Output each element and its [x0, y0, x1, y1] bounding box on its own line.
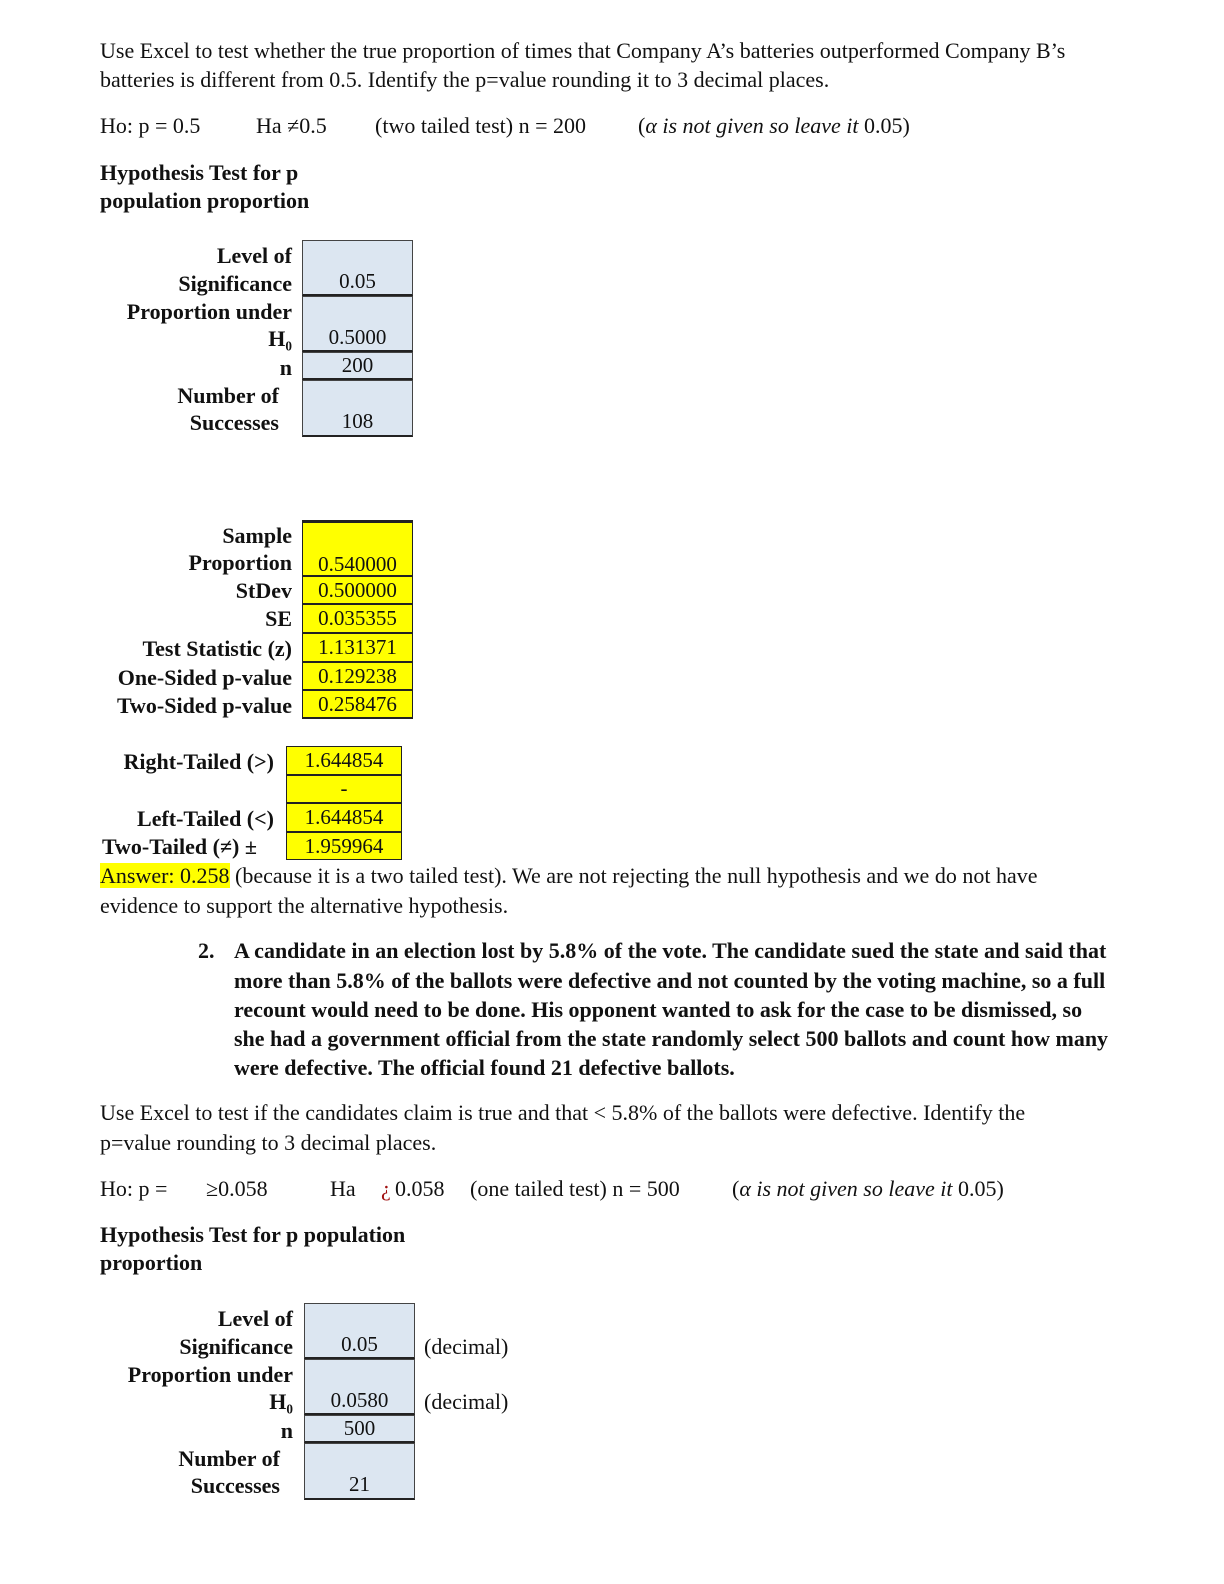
p2-prop-label-2: H₀ — [269, 1389, 293, 1414]
p1-left-tailed-cell[interactable]: 1.644854 — [286, 803, 402, 832]
problem1-alpha-note: (α is not given so leave it 0.05) — [638, 113, 910, 138]
p2-prop-label-1: Proportion under — [127, 1362, 293, 1387]
p1-succ-label-1: Number of — [177, 383, 279, 408]
problem2-intro-line2: p=value rounding to 3 decimal places. — [100, 1130, 437, 1155]
p2-prop-note: (decimal) — [424, 1389, 509, 1414]
p1-left-tailed-label: Left-Tailed (<) — [137, 806, 274, 831]
p2-level-label-1: Level of — [217, 1306, 293, 1331]
problem2-alpha-note: (α is not given so leave it 0.05) — [732, 1176, 1004, 1201]
problem1-test-type: (two tailed test) n = 200 — [375, 113, 586, 138]
p2-n-cell[interactable]: 500 — [304, 1415, 415, 1443]
p1-sample-cell[interactable]: 0.540000 — [302, 520, 413, 576]
problem2-alt-hypothesis: Ha — [330, 1176, 356, 1201]
problem2-question-line2: more than 5.8% of the ballots were defective and not counted by the voting machine, so a full — [234, 968, 1106, 993]
p1-z-cell[interactable]: 1.131371 — [302, 633, 413, 662]
problem2-null-value: ≥0.058 — [206, 1176, 268, 1201]
p1-one-sided-label: One-Sided p-value — [117, 665, 292, 690]
p1-n-label: n — [279, 355, 292, 380]
problem1-heading-line2: population proportion — [100, 188, 310, 213]
problem1-heading-line1: Hypothesis Test for p — [100, 160, 299, 185]
p1-prop-cell[interactable]: 0.5000 — [302, 296, 413, 352]
p2-succ-cell[interactable]: 21 — [304, 1443, 415, 1500]
problem1-alt-hypothesis: Ha ≠0.5 — [256, 113, 327, 138]
p1-left-minus-cell[interactable]: - — [286, 775, 402, 803]
problem2-intro-line1: Use Excel to test if the candidates claim is true and that < 5.8% of the ballots were defective. Identify the — [100, 1100, 1026, 1125]
p2-succ-label-2: Successes — [190, 1473, 280, 1498]
problem2-test-type: (one tailed test) n = 500 — [470, 1176, 680, 1201]
p1-succ-label-2: Successes — [189, 410, 279, 435]
p1-succ-cell[interactable]: 108 — [302, 380, 413, 437]
p1-stdev-cell[interactable]: 0.500000 — [302, 576, 413, 604]
p1-level-cell[interactable]: 0.05 — [302, 240, 413, 296]
problem2-question-line5: were defective. The official found 21 defective ballots. — [234, 1055, 735, 1080]
answer-highlight: Answer: 0.258 — [100, 863, 230, 888]
p1-level-label-2: Significance — [178, 271, 292, 296]
p1-z-label: Test Statistic (z) — [142, 636, 292, 661]
p2-level-label-2: Significance — [179, 1334, 293, 1359]
p1-two-tailed-label: Two-Tailed (≠) ± — [102, 834, 257, 859]
p1-n-cell[interactable]: 200 — [302, 352, 413, 380]
problem2-question-line4: she had a government official from the state randomly select 500 ballots and count how many — [234, 1026, 1109, 1051]
problem2-alt-symbol: ¿ — [381, 1176, 391, 1201]
problem1-answer-line2: evidence to support the alternative hypothesis. — [100, 893, 509, 918]
p1-stdev-label: StDev — [235, 578, 292, 603]
problem2-alt-value: 0.058 — [395, 1176, 445, 1201]
problem1-intro-line1: Use Excel to test whether the true proportion of times that Company A’s batteries outperformed Company B’s — [100, 38, 1066, 63]
p2-n-label: n — [280, 1418, 293, 1443]
p1-se-cell[interactable]: 0.035355 — [302, 604, 413, 633]
p1-one-sided-cell[interactable]: 0.129238 — [302, 662, 413, 690]
p1-prop-label-2: H₀ — [268, 326, 292, 351]
problem2-heading-line2: proportion — [100, 1250, 203, 1275]
p1-right-tailed-label: Right-Tailed (>) — [123, 749, 274, 774]
problem2-number: 2. — [198, 938, 215, 963]
p1-two-tailed-cell[interactable]: 1.959964 — [286, 832, 402, 860]
p2-level-note: (decimal) — [424, 1334, 509, 1359]
p2-succ-label-1: Number of — [178, 1446, 280, 1471]
p1-level-label-1: Level of — [216, 243, 292, 268]
problem2-null-hypothesis: Ho: p = — [100, 1176, 168, 1201]
p1-sample-label-1: Sample — [222, 523, 292, 548]
p1-prop-label-1: Proportion under — [126, 299, 292, 324]
problem2-question-line3: recount would need to be done. His opponent wanted to ask for the case to be dismissed, so — [234, 997, 1083, 1022]
p2-level-cell[interactable]: 0.05 — [304, 1303, 415, 1359]
problem1-answer: Answer: 0.258 (because it is a two tailed test). We are not rejecting the null hypothesis and we do not have — [100, 863, 1038, 888]
problem2-heading-line1: Hypothesis Test for p population — [100, 1222, 406, 1247]
p1-right-tailed-cell[interactable]: 1.644854 — [286, 746, 402, 775]
problem1-null-hypothesis: Ho: p = 0.5 — [100, 113, 201, 138]
problem2-question-line1: A candidate in an election lost by 5.8% of the vote. The candidate sued the state and said that — [234, 938, 1107, 963]
p1-two-sided-label: Two-Sided p-value — [116, 693, 292, 718]
p1-two-sided-cell[interactable]: 0.258476 — [302, 690, 413, 719]
problem1-intro-line2: batteries is different from 0.5. Identify the p=value rounding it to 3 decimal places. — [100, 67, 830, 92]
p1-se-label: SE — [265, 606, 292, 631]
p2-prop-cell[interactable]: 0.0580 — [304, 1359, 415, 1415]
p1-sample-label-2: Proportion — [188, 550, 292, 575]
